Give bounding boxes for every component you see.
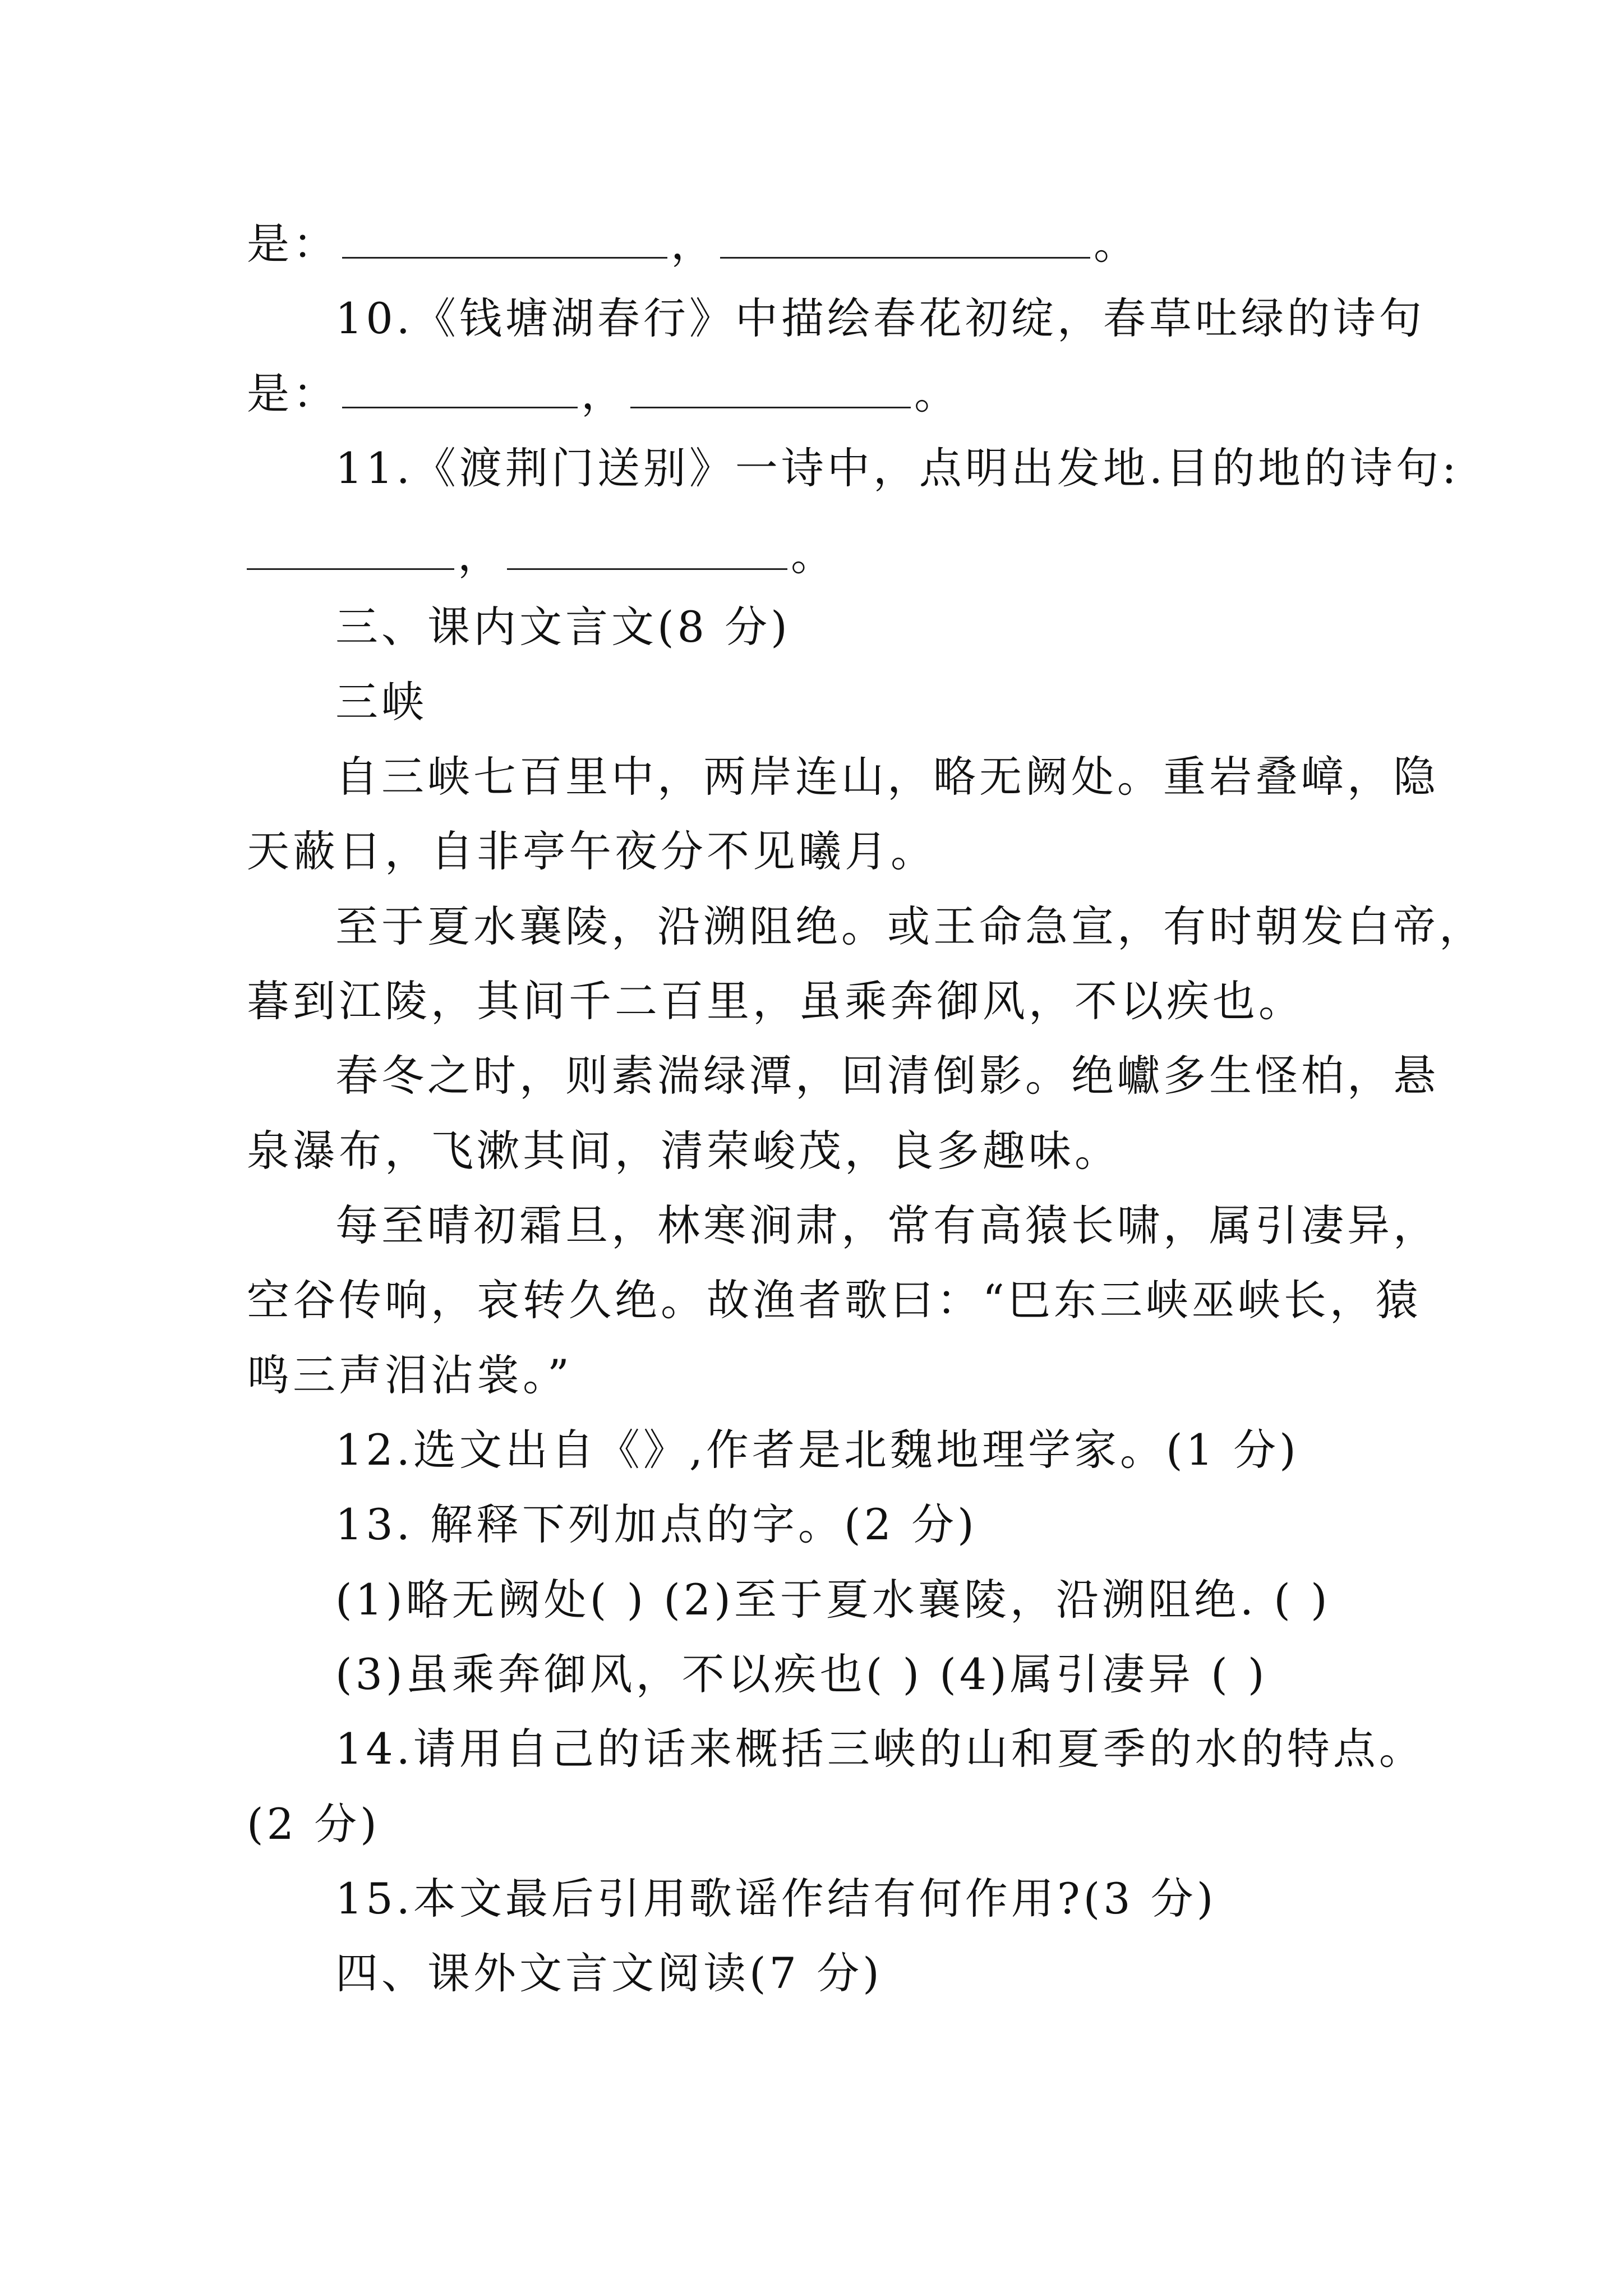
text-title: 三峡 <box>335 677 427 727</box>
comma: ， <box>458 530 504 580</box>
question-14: 14.请用自己的话来概括三峡的山和夏季的水的特点。 <box>335 1724 1425 1774</box>
answer-line-11 <box>247 527 837 583</box>
question-11: 11.《渡荆门送别》一诗中，点明出发地.目的地的诗句: <box>335 443 1460 493</box>
text-line: 泉瀑布，飞漱其间，清荣峻茂，良多趣味。 <box>247 1126 1121 1176</box>
text-line: 天蔽日，自非亭午夜分不见曦月。 <box>247 826 937 876</box>
question-10: 10.《钱塘湖春行》中描绘春花初绽，春草吐绿的诗句 <box>335 293 1425 343</box>
question-13-items-1-2: (1)略无阙处( ) (2)至于夏水襄陵，沿溯阻绝. ( ) <box>335 1575 1331 1625</box>
answer-blank[interactable] <box>720 222 1090 259</box>
text-line: 每至晴初霜旦，林寒涧肃，常有高猿长啸，属引凄异， <box>335 1200 1439 1250</box>
text-line: 暮到江陵，其间千二百里，虽乘奔御风，不以疾也。 <box>247 976 1304 1026</box>
section-4-heading: 四、课外文言文阅读(7 分) <box>335 1948 883 1998</box>
question-12: 12.选文出自《》,作者是北魏地理学家。(1 分) <box>335 1425 1299 1475</box>
comma: ， <box>581 369 627 418</box>
answer-blank[interactable] <box>342 372 578 408</box>
answer-blank[interactable] <box>507 533 787 570</box>
text-line: 鸣三声泪沾裳。” <box>247 1350 573 1400</box>
answer-blank[interactable] <box>630 372 911 408</box>
text-line: 空谷传响，哀转久绝。故渔者歌曰：“巴东三峡巫峡长，猿 <box>247 1275 1422 1325</box>
section-3-heading: 三、课内文言文(8 分) <box>335 602 791 652</box>
answer-blank[interactable] <box>247 533 454 570</box>
text-line: 自三峡七百里中，两岸连山，略无阙处。重岩叠嶂，隐 <box>335 752 1439 802</box>
answer-line-9 <box>247 216 1140 272</box>
question-13: 13. 解释下列加点的字。(2 分) <box>335 1499 978 1549</box>
label-shi: 是： <box>247 369 339 418</box>
question-14-score: (2 分) <box>247 1799 380 1849</box>
period: 。 <box>914 369 960 418</box>
text-line: 至于夏水襄陵，沿溯阻绝。或王命急宣，有时朝发白帝， <box>335 901 1485 951</box>
question-13-items-3-4: (3)虽乘奔御风，不以疾也( ) (4)属引凄异 ( ) <box>335 1649 1268 1699</box>
period: 。 <box>791 530 837 580</box>
text-line: 春冬之时，则素湍绿潭，回清倒影。绝巘多生怪柏，悬 <box>335 1051 1439 1101</box>
label-shi: 是： <box>247 219 339 269</box>
question-15: 15.本文最后引用歌谣作结有何作用?(3 分) <box>335 1874 1217 1924</box>
answer-blank[interactable] <box>342 222 667 259</box>
comma: ， <box>671 219 717 269</box>
period: 。 <box>1094 219 1140 269</box>
answer-line-10 <box>247 366 960 422</box>
